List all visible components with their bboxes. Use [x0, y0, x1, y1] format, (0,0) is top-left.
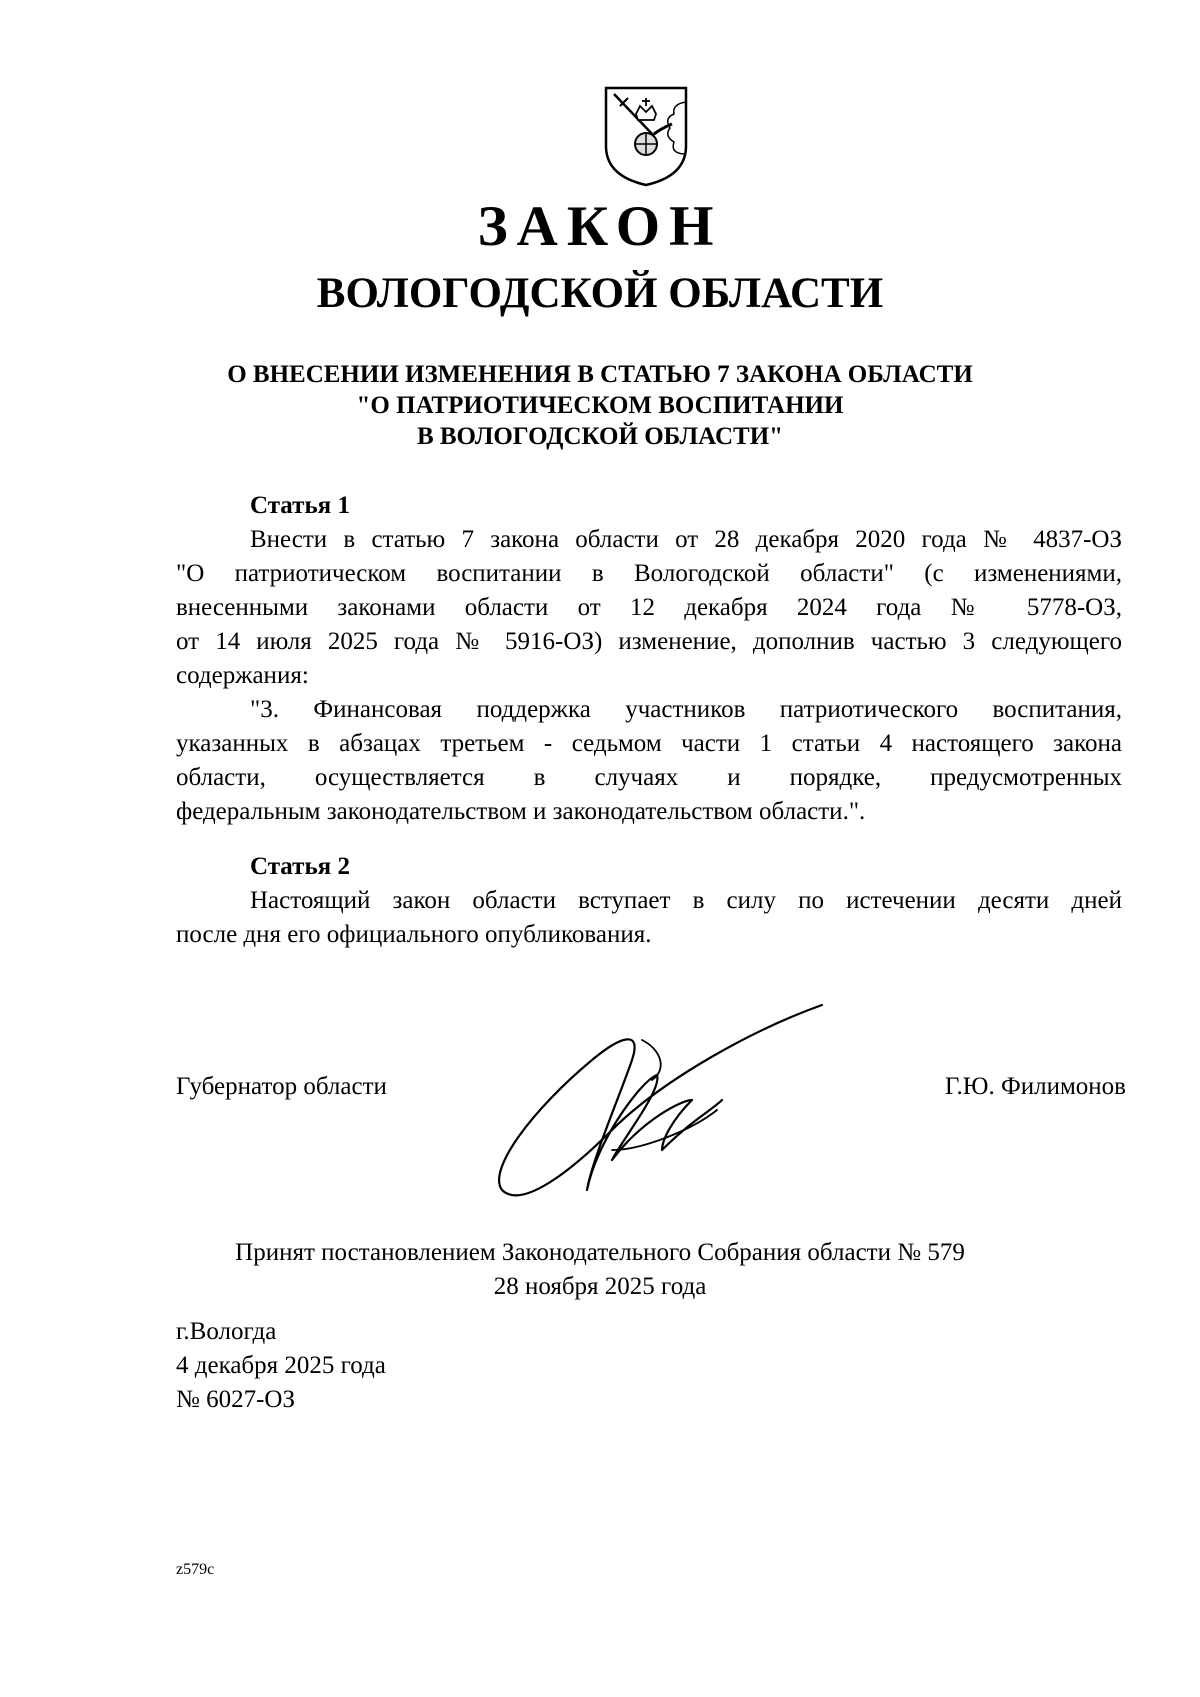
subject-line: О ВНЕСЕНИИ ИЗМЕНЕНИЯ В СТАТЬЮ 7 ЗАКОНА ОБЛАСТИ	[227, 361, 973, 388]
city: г.Вологда	[176, 1318, 277, 1345]
article-1-line: от 14 июля 2025 года № 5916-ОЗ) изменение, дополнив частью 3 следующего	[176, 628, 1122, 655]
subject-line: "О ПАТРИОТИЧЕСКОМ ВОСПИТАНИИ	[356, 392, 844, 419]
article-1-line: Внести в статью 7 закона области от 28 декабря 2020 года № 4837-ОЗ	[250, 526, 1122, 553]
article-1-line: указанных в абзацах третьем - седьмом части 1 статьи 4 настоящего закона	[176, 730, 1122, 757]
article-1-line: содержания:	[176, 662, 309, 689]
article-1-line: внесенными законами области от 12 декабря 2024 года № 5778-ОЗ,	[176, 594, 1122, 621]
place-date-block	[176, 1315, 386, 1417]
handwritten-signature-icon	[492, 1000, 832, 1230]
signatory-position: Губернатор области	[176, 1073, 387, 1100]
article-1-line: области, осуществляется в случаях и порядке, предусмотренных	[176, 764, 1122, 791]
document-region: ВОЛОГОДСКОЙ ОБЛАСТИ	[316, 270, 884, 317]
signatory-name: Г.Ю. Филимонов	[944, 1073, 1126, 1100]
article-1-line: федеральным законодательством и законодательством области.".	[176, 798, 866, 825]
law-number: № 6027-ОЗ	[176, 1386, 296, 1413]
article-1-line: "3. Финансовая поддержка участников патриотического воспитания,	[250, 696, 1122, 723]
coat-of-arms-icon	[602, 84, 690, 188]
article-1-heading: Статья 1	[250, 492, 350, 519]
law-date: 4 декабря 2025 года	[176, 1352, 386, 1379]
article-1-body	[176, 523, 1122, 829]
article-1-line: "О патриотическом воспитании в Вологодской области" (с изменениями,	[176, 560, 1122, 587]
adoption-date: 28 ноября 2025 года	[493, 1273, 707, 1300]
adoption-line: Принят постановлением Законодательного Собрания области № 579	[235, 1239, 965, 1266]
article-2-heading: Статья 2	[250, 853, 350, 880]
article-2-line: после дня его официального опубликования.	[176, 921, 652, 948]
document-code: z579c	[176, 1561, 215, 1578]
article-2-line: Настоящий закон области вступает в силу по истечении десяти дней	[250, 887, 1122, 914]
document-title: ЗАКОН	[477, 195, 723, 258]
adoption-note	[0, 1236, 1200, 1304]
subject-line: В ВОЛОГОДСКОЙ ОБЛАСТИ"	[416, 423, 784, 450]
article-2-body	[176, 884, 1122, 952]
document-subject	[0, 359, 1200, 452]
